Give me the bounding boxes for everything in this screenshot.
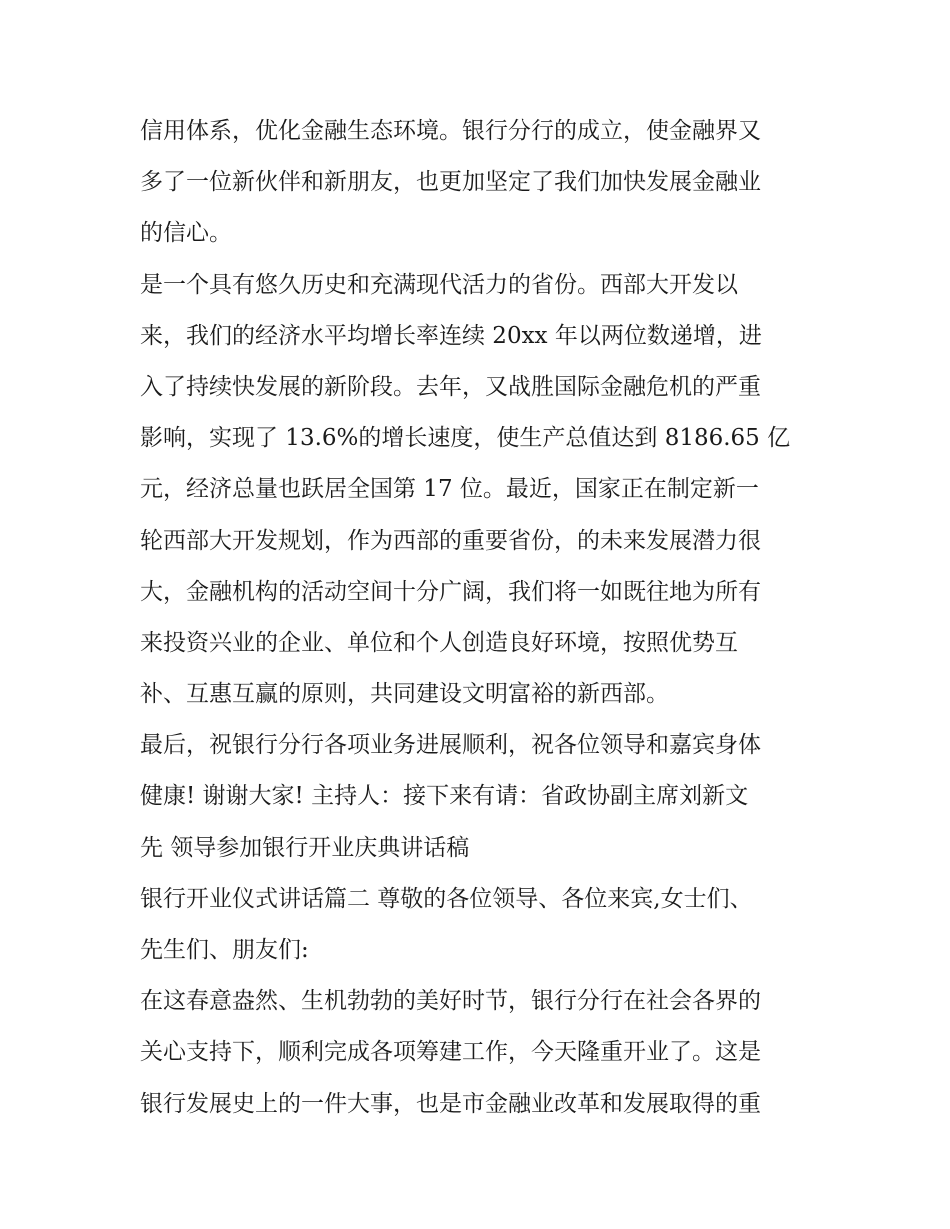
text-line: 补、互惠互赢的原则，共同建设文明富裕的新西部。 [140,681,669,708]
text-line: 元，经济总量也跃居全国第 17 位。最近，国家正在制定新一 [140,476,759,503]
text-line: 影响，实现了 13.6%的增长速度，使生产总值达到 8186.65 亿 [140,425,791,452]
text-line: 银行发展史上的一件大事，也是市金融业改革和发展取得的重 [140,1090,761,1117]
text-line: 轮西部大开发规划，作为西部的重要省份，的未来发展潜力很 [140,527,761,554]
text-line: 银行开业仪式讲话篇二 尊敬的各位领导、各位来宾,女士们、 [140,885,753,912]
text-line: 的信心。 [140,220,232,247]
text-line: 入了持续快发展的新阶段。去年，又战胜国际金融危机的严重 [140,373,761,400]
document-body [140,106,830,1130]
text-line: 最后，祝银行分行各项业务进展顺利，祝各位领导和嘉宾身体 [140,732,761,759]
text-line: 多了一位新伙伴和新朋友，也更加坚定了我们加快发展金融业 [140,169,761,196]
text-line: 先 领导参加银行开业庆典讲话稿 [140,834,470,861]
text-line: 大，金融机构的活动空间十分广阔，我们将一如既往地为所有 [140,578,761,605]
text-line: 信用体系，优化金融生态环境。银行分行的成立，使金融界又 [140,118,761,144]
text-line: 来，我们的经济水平均增长率连续 20xx 年以两位数递增，进 [140,322,762,349]
text-line: 来投资兴业的企业、单位和个人创造良好环境，按照优势互 [140,629,738,656]
text-line: 健康! 谢谢大家! 主持人：接下来有请：省政协副主席刘新文 [140,783,749,810]
text-line: 先生们、朋友们: [140,937,309,963]
text-line: 关心支持下，顺利完成各项筹建工作，今天隆重开业了。这是 [140,1039,761,1066]
text-line: 是一个具有悠久历史和充满现代活力的省份。西部大开发以 [140,271,738,298]
text-line: 在这春意盎然、生机勃勃的美好时节，银行分行在社会各界的 [140,988,761,1015]
